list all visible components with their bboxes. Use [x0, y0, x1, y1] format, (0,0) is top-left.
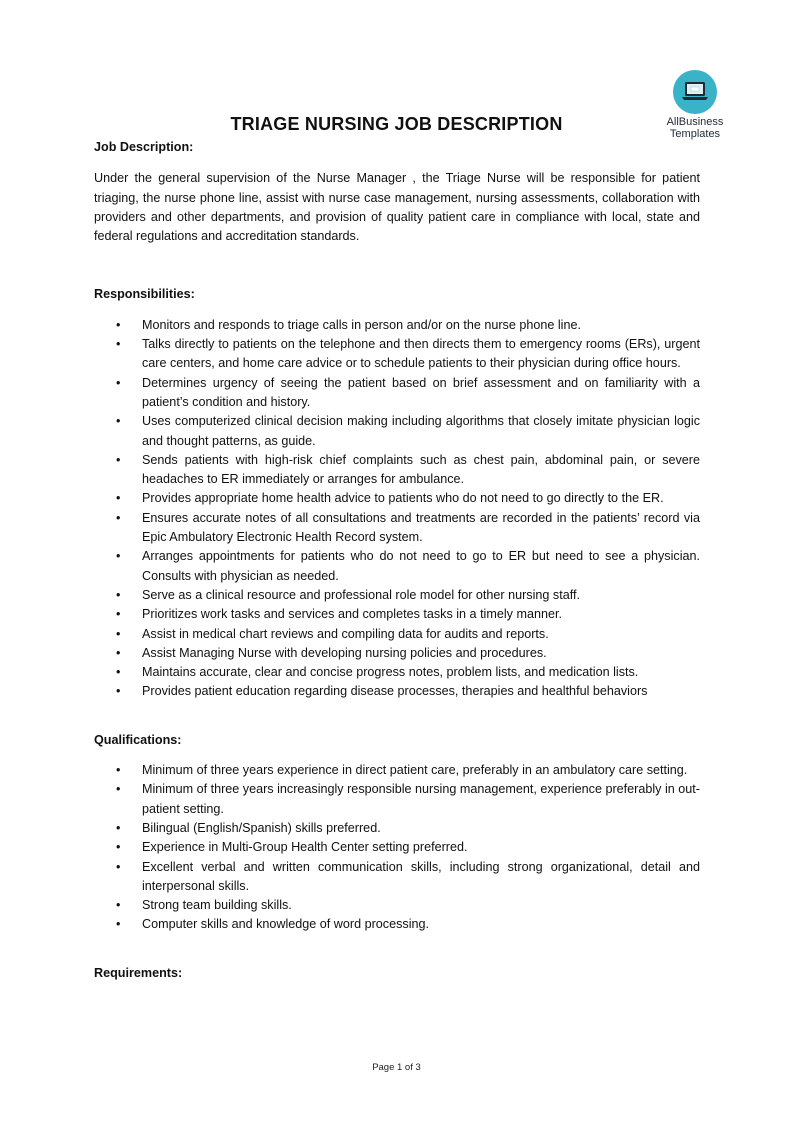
list-item: • Ensures accurate notes of all consultations and treatments are recorded in the patients’ record via Epic Ambulatory Electronic Health Record system. [94, 509, 700, 548]
list-item: • Maintains accurate, clear and concise progress notes, problem lists, and medication lists. [94, 663, 700, 682]
list-item: • Assist in medical chart reviews and compiling data for audits and reports. [94, 625, 700, 644]
list-item: • Strong team building skills. [94, 896, 700, 915]
list-item: • Determines urgency of seeing the patient based on brief assessment and on familiarity with a patient’s condition and history. [94, 374, 700, 413]
qualifications-list [94, 761, 700, 935]
list-item: • Bilingual (English/Spanish) skills preferred. [94, 819, 700, 838]
logo-line-2: Templates [669, 128, 721, 140]
job-description-text: Under the general supervision of the Nurse Manager , the Triage Nurse will be responsible for patient triaging, the nurse phone line, assist with nurse case management, nursing assessments, collaboration with providers and other departments, and provision of quality patient care in compliance with local, state and federal regulations and accreditation standards. [94, 171, 700, 244]
list-item: • Arranges appointments for patients who do not need to go to ER but need to see a physician. Consults with physician as needed. [94, 547, 700, 586]
list-item: • Serve as a clinical resource and professional role model for other nursing staff. [94, 586, 700, 605]
logo-line-1: AllBusiness [666, 116, 724, 128]
responsibilities-heading: Responsibilities: [94, 287, 195, 302]
qualifications-heading: Qualifications: [94, 732, 182, 747]
list-item: • Assist Managing Nurse with developing nursing policies and procedures. [94, 644, 700, 663]
document-title: TRIAGE NURSING JOB DESCRIPTION [230, 114, 563, 134]
list-item: • Experience in Multi-Group Health Center setting preferred. [94, 838, 700, 857]
list-item: • Provides appropriate home health advice to patients who do not need to go directly to the ER. [94, 489, 700, 508]
list-item: • Computer skills and knowledge of word processing. [94, 915, 700, 934]
document-body [94, 138, 700, 983]
job-description-heading: Job Description: [94, 140, 194, 154]
list-item: • Excellent verbal and written communication skills, including strong organizational, detail and interpersonal skills. [94, 858, 700, 897]
requirements-heading: Requirements: [94, 965, 183, 980]
list-item: • Minimum of three years increasingly responsible nursing management, experience preferably in out-patient setting. [94, 780, 700, 819]
list-item: • Talks directly to patients on the telephone and then directs them to emergency rooms (ERs), urgent care centers, and home care advice or to schedule patients to their physician during office hours. [94, 335, 700, 374]
list-item: • Uses computerized clinical decision making including algorithms that closely imitate physician logic and thought patterns, as guide. [94, 412, 700, 451]
responsibilities-list [94, 316, 700, 702]
list-item: • Monitors and responds to triage calls in person and/or on the nurse phone line. [94, 316, 700, 335]
list-item: • Minimum of three years experience in direct patient care, preferably in an ambulatory care setting. [94, 761, 700, 780]
page-number: Page 1 of 3 [372, 1062, 421, 1073]
list-item: • Provides patient education regarding disease processes, therapies and healthful behaviors [94, 682, 700, 701]
laptop-icon [682, 81, 708, 103]
logo-badge [673, 70, 717, 114]
list-item: • Sends patients with high-risk chief complaints such as chest pain, abdominal pain, or severe headaches to ER immediately or arranges for ambulance. [94, 451, 700, 490]
list-item: • Prioritizes work tasks and services and completes tasks in a timely manner. [94, 605, 700, 624]
